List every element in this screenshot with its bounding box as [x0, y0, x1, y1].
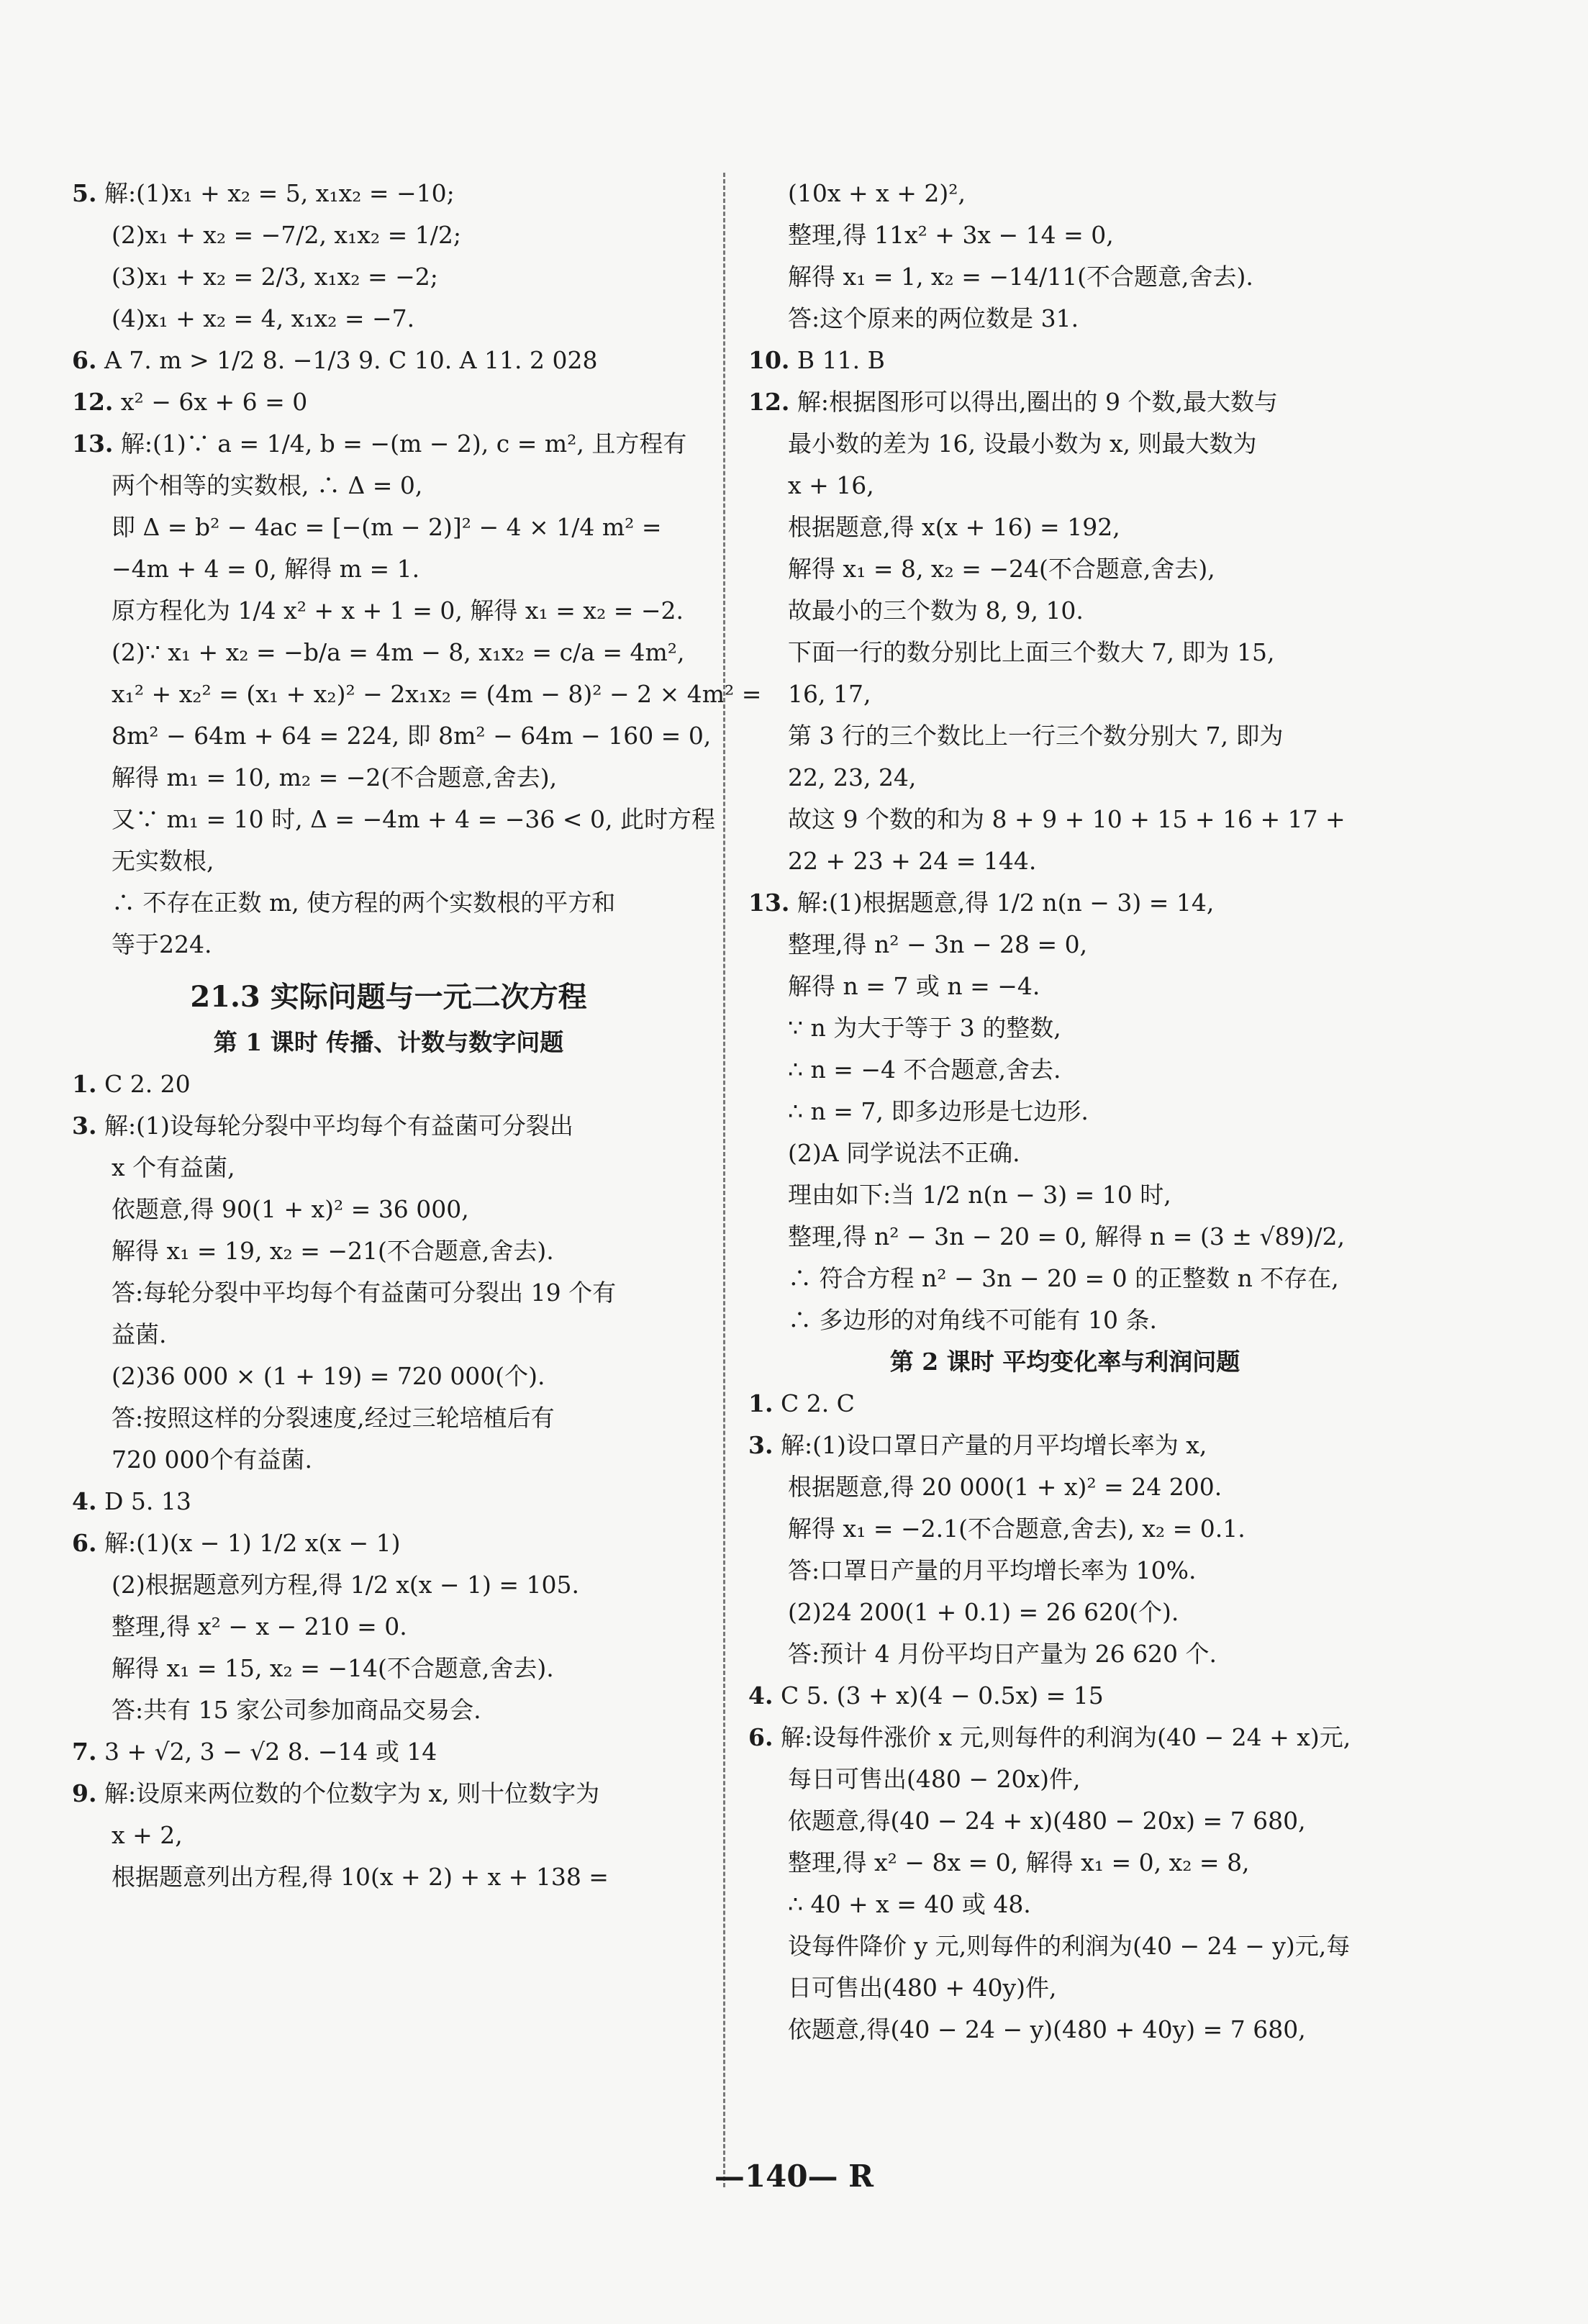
question-number: 7.	[72, 1738, 97, 1766]
answer-text: 解:(1)设口罩日产量的月平均增长率为 x,	[780, 1431, 1207, 1459]
answer-text: (2)∵ x₁ + x₂ = −b/a = 4m − 8, x₁x₂ = c/a = 4m²,	[112, 638, 685, 666]
answer-line	[72, 1606, 705, 1648]
answer-line	[748, 1800, 1381, 1842]
answer-text: 故这 9 个数的和为 8 + 9 + 10 + 15 + 16 + 17 +	[788, 805, 1346, 833]
answer-text: B 11. B	[797, 346, 885, 374]
answer-text: 解得 n = 7 或 n = −4.	[788, 972, 1040, 1000]
answer-line	[748, 381, 1381, 423]
question-number: 4.	[72, 1487, 97, 1515]
answer-text: 解得 x₁ = 8, x₂ = −24(不合题意,舍去),	[788, 555, 1215, 583]
question-number: 13.	[72, 430, 114, 458]
answer-line	[748, 173, 1381, 214]
answer-text: 依题意,得 90(1 + x)² = 36 000,	[112, 1195, 469, 1223]
answer-text: 原方程化为 1/4 x² + x + 1 = 0, 解得 x₁ = x₂ = −2.	[112, 596, 684, 625]
question-number: 6.	[72, 1529, 97, 1557]
answer-line	[748, 1967, 1381, 2009]
answer-text: 依题意,得(40 − 24 − y)(480 + 40y) = 7 680,	[788, 2015, 1306, 2043]
answer-text: 解:(1)设每轮分裂中平均每个有益菌可分裂出	[104, 1112, 573, 1140]
answer-text: 无实数根,	[112, 847, 214, 875]
answer-line	[748, 1091, 1381, 1133]
question-number: 3.	[72, 1112, 97, 1140]
answer-text: ∴ 符合方程 n² − 3n − 20 = 0 的正整数 n 不存在,	[788, 1264, 1339, 1292]
answer-text: 等于224.	[112, 930, 212, 958]
answer-text: 3 + √2, 3 − √2 8. −14 或 14	[104, 1738, 437, 1766]
answer-line	[72, 1272, 705, 1314]
answer-line	[72, 423, 705, 465]
answer-text: A 7. m > 1/2 8. −1/3 9. C 10. A 11. 2 028	[104, 346, 598, 374]
answer-line	[748, 507, 1381, 548]
answer-line	[72, 590, 705, 632]
lesson2-title: 第 2 课时 平均变化率与利润问题	[889, 1348, 1240, 1376]
answer-line	[748, 548, 1381, 590]
answer-text: (2)A 同学说法不正确.	[788, 1139, 1020, 1167]
answer-text: 解:根据图形可以得出,圈出的 9 个数,最大数与	[797, 388, 1278, 416]
answer-line	[748, 1550, 1381, 1592]
answer-text: 解:(1)∵ a = 1/4, b = −(m − 2), c = m², 且方程有	[120, 430, 687, 458]
answer-text: 第 3 行的三个数比上一行三个数分别大 7, 即为	[788, 722, 1284, 750]
answer-line	[72, 214, 705, 256]
answer-text: 根据题意,得 20 000(1 + x)² = 24 200.	[788, 1473, 1222, 1501]
answer-line	[748, 715, 1381, 757]
answer-text: ∴ 不存在正数 m, 使方程的两个实数根的平方和	[112, 889, 616, 917]
answer-text: 解得 x₁ = 19, x₂ = −21(不合题意,舍去).	[112, 1237, 554, 1265]
answer-line	[748, 1884, 1381, 1925]
right-lines	[748, 173, 1381, 1341]
answer-line	[72, 1189, 705, 1230]
answer-line	[72, 1063, 705, 1105]
answer-text: 答:每轮分裂中平均每个有益菌可分裂出 19 个有	[112, 1279, 617, 1307]
answer-text: 答:预计 4 月份平均日产量为 26 620 个.	[788, 1640, 1217, 1668]
answer-line	[72, 1564, 705, 1606]
answer-line	[72, 924, 705, 966]
answer-line	[748, 966, 1381, 1007]
answer-line	[748, 632, 1381, 673]
answer-text: x + 2,	[112, 1821, 183, 1849]
answer-line	[72, 1773, 705, 1815]
answer-line	[72, 1522, 705, 1564]
answer-text: 解得 x₁ = −2.1(不合题意,舍去), x₂ = 0.1.	[788, 1515, 1246, 1543]
answer-line	[72, 1230, 705, 1272]
left-lines	[72, 173, 762, 966]
answer-text: 根据题意列出方程,得 10(x + 2) + x + 138 =	[112, 1863, 609, 1891]
answer-line	[748, 757, 1381, 799]
answer-text: x 个有益菌,	[112, 1153, 235, 1181]
answer-text: (10x + x + 2)²,	[788, 179, 966, 207]
answer-text: 解:(1)x₁ + x₂ = 5, x₁x₂ = −10;	[104, 179, 455, 207]
answer-text: 依题意,得(40 − 24 + x)(480 − 20x) = 7 680,	[788, 1807, 1306, 1835]
answer-line	[748, 1383, 1381, 1425]
answer-line	[72, 673, 762, 715]
left-column	[72, 173, 762, 1898]
question-number: 1.	[72, 1070, 97, 1098]
answer-text: ∴ 多边形的对角线不可能有 10 条.	[788, 1306, 1157, 1334]
answer-line	[748, 590, 1381, 632]
answer-text: 理由如下:当 1/2 n(n − 3) = 10 时,	[788, 1181, 1171, 1209]
answer-text: 解得 m₁ = 10, m₂ = −2(不合题意,舍去),	[112, 763, 558, 791]
answer-line	[748, 2009, 1381, 2051]
question-number: 9.	[72, 1779, 97, 1807]
question-number: 5.	[72, 179, 97, 207]
answer-line	[748, 1007, 1381, 1049]
answer-line	[72, 1481, 705, 1522]
answer-text: 解:(1)(x − 1) 1/2 x(x − 1)	[104, 1529, 401, 1557]
answer-line	[72, 256, 705, 298]
answer-text: 整理,得 n² − 3n − 20 = 0, 解得 n = (3 ± √89)/2,	[788, 1222, 1345, 1250]
answer-line	[72, 381, 705, 423]
answer-line	[748, 799, 1381, 840]
answer-text: C 2. C	[780, 1389, 855, 1417]
question-number: 12.	[748, 388, 790, 416]
answer-line	[72, 882, 705, 924]
answer-text: ∴ n = 7, 即多边形是七边形.	[788, 1097, 1089, 1125]
question-number: 6.	[72, 346, 97, 374]
answer-line	[72, 1356, 705, 1397]
answer-text: 解得 x₁ = 1, x₂ = −14/11(不合题意,舍去).	[788, 263, 1253, 291]
page-footer: —140— R	[714, 2159, 874, 2194]
question-number: 10.	[748, 346, 790, 374]
question-number: 12.	[72, 388, 114, 416]
answer-text: ∴ n = −4 不合题意,舍去.	[788, 1056, 1061, 1084]
answer-line	[748, 840, 1381, 882]
answer-text: C 5. (3 + x)(4 − 0.5x) = 15	[780, 1681, 1104, 1710]
answer-line	[72, 632, 705, 673]
answer-text: 整理,得 x² − 8x = 0, 解得 x₁ = 0, x₂ = 8,	[788, 1848, 1250, 1876]
answer-text: x² − 6x + 6 = 0	[120, 388, 308, 416]
answer-text: 解:设每件涨价 x 元,则每件的利润为(40 − 24 + x)元,	[780, 1723, 1351, 1751]
answer-text: (2)x₁ + x₂ = −7/2, x₁x₂ = 1/2;	[112, 221, 461, 249]
answer-line	[748, 214, 1381, 256]
answer-line	[72, 840, 705, 882]
answer-text: 解:(1)根据题意,得 1/2 n(n − 3) = 14,	[797, 889, 1215, 917]
answer-line	[748, 298, 1381, 340]
answer-line	[72, 1147, 705, 1189]
answer-line	[72, 715, 712, 757]
answer-line	[748, 1466, 1381, 1508]
answer-line	[748, 423, 1381, 465]
answer-line	[72, 1439, 705, 1481]
question-number: 4.	[748, 1681, 773, 1710]
answer-text: 答:共有 15 家公司参加商品交易会.	[112, 1696, 481, 1724]
answer-line	[72, 548, 705, 590]
answer-line	[72, 340, 705, 381]
answer-text: ∴ 40 + x = 40 或 48.	[788, 1890, 1031, 1918]
answer-text: 22 + 23 + 24 = 144.	[788, 847, 1037, 875]
question-number: 6.	[748, 1723, 773, 1751]
answer-text: 设每件降价 y 元,则每件的利润为(40 − 24 − y)元,每	[788, 1932, 1351, 1960]
answer-line	[72, 298, 705, 340]
answer-text: (2)根据题意列方程,得 1/2 x(x − 1) = 105.	[112, 1571, 580, 1599]
answer-line	[748, 340, 1381, 381]
answer-line	[748, 1758, 1381, 1800]
answer-line	[748, 882, 1381, 924]
answer-line	[72, 757, 705, 799]
answer-text: 答:这个原来的两位数是 31.	[788, 304, 1079, 332]
answer-text: 益菌.	[112, 1320, 167, 1348]
answer-line	[748, 1842, 1381, 1884]
answer-line	[748, 1675, 1381, 1717]
answer-text: 故最小的三个数为 8, 9, 10.	[788, 596, 1084, 625]
answer-text: x₁² + x₂² = (x₁ + x₂)² − 2x₁x₂ = (4m − 8)² − 2 × 4m² =	[112, 680, 762, 708]
answer-text: 最小数的差为 16, 设最小数为 x, 则最大数为	[788, 430, 1257, 458]
answer-line	[72, 1397, 705, 1439]
column-divider	[723, 173, 725, 2187]
answer-line	[748, 1049, 1381, 1091]
answer-line	[72, 507, 705, 548]
answer-line	[748, 256, 1381, 298]
question-number: 13.	[748, 889, 790, 917]
answer-line	[748, 1592, 1381, 1633]
answer-text: x + 16,	[788, 471, 874, 499]
answer-line	[748, 1508, 1381, 1550]
answer-text: 答:按照这样的分裂速度,经过三轮培植后有	[112, 1404, 555, 1432]
answer-text: 答:口罩日产量的月平均增长率为 10%.	[788, 1556, 1197, 1584]
answer-text: 720 000个有益菌.	[112, 1445, 312, 1474]
lesson1-title: 第 1 课时 传播、计数与数字问题	[213, 1028, 564, 1056]
answer-line	[748, 1717, 1381, 1758]
answer-text: 根据题意,得 x(x + 16) = 192,	[788, 513, 1120, 541]
answer-text: ∵ n 为大于等于 3 的整数,	[788, 1014, 1061, 1042]
answer-text: 16, 17,	[788, 680, 871, 708]
answer-text: 下面一行的数分别比上面三个数大 7, 即为 15,	[788, 638, 1275, 666]
answer-line	[72, 1105, 705, 1147]
answer-text: 整理,得 11x² + 3x − 14 = 0,	[788, 221, 1114, 249]
left2-lines	[72, 1063, 705, 1898]
answer-line	[748, 1925, 1381, 1967]
answer-line	[72, 1689, 705, 1731]
answer-line	[72, 1815, 705, 1856]
answer-line	[72, 1731, 705, 1773]
answer-text: 解得 x₁ = 15, x₂ = −14(不合题意,舍去).	[112, 1654, 554, 1682]
answer-text: 每日可售出(480 − 20x)件,	[788, 1765, 1081, 1793]
answer-line	[748, 1258, 1381, 1299]
answer-line	[72, 1856, 705, 1898]
answer-text: 22, 23, 24,	[788, 763, 917, 791]
section-title: 21.3 实际问题与一元二次方程	[190, 980, 587, 1014]
answer-line	[748, 1133, 1381, 1174]
answer-line	[72, 465, 705, 507]
answer-text: D 5. 13	[104, 1487, 191, 1515]
answer-line	[72, 1314, 705, 1356]
answer-text: (3)x₁ + x₂ = 2/3, x₁x₂ = −2;	[112, 263, 438, 291]
answer-text: 日可售出(480 + 40y)件,	[788, 1974, 1057, 2002]
answer-line	[748, 1216, 1381, 1258]
answer-line	[748, 1633, 1381, 1675]
question-number: 3.	[748, 1431, 773, 1459]
answer-text: (2)36 000 × (1 + 19) = 720 000(个).	[112, 1362, 545, 1390]
answer-text: 两个相等的实数根, ∴ Δ = 0,	[112, 471, 423, 499]
answer-line	[748, 924, 1381, 966]
answer-line	[748, 673, 1381, 715]
answer-text: 解:设原来两位数的个位数字为 x, 则十位数字为	[104, 1779, 600, 1807]
answer-line	[748, 465, 1381, 507]
answer-line	[748, 1299, 1381, 1341]
answer-text: (4)x₁ + x₂ = 4, x₁x₂ = −7.	[112, 304, 415, 332]
answer-text: C 2. 20	[104, 1070, 191, 1098]
answer-text: 又∵ m₁ = 10 时, Δ = −4m + 4 = −36 < 0, 此时方程	[112, 805, 716, 833]
answer-text: 8m² − 64m + 64 = 224, 即 8m² − 64m − 160 = 0,	[112, 722, 712, 750]
answer-line	[748, 1174, 1381, 1216]
answer-text: −4m + 4 = 0, 解得 m = 1.	[112, 555, 420, 583]
answer-line	[72, 173, 705, 214]
answer-text: 整理,得 n² − 3n − 28 = 0,	[788, 930, 1088, 958]
answer-line	[72, 1648, 705, 1689]
answer-text: (2)24 200(1 + 0.1) = 26 620(个).	[788, 1598, 1179, 1626]
answer-line	[72, 799, 716, 840]
answer-text: 即 Δ = b² − 4ac = [−(m − 2)]² − 4 × 1/4 m² =	[112, 513, 662, 541]
answer-line	[748, 1425, 1381, 1466]
question-number: 1.	[748, 1389, 773, 1417]
right-column	[748, 173, 1381, 2051]
right2-lines	[748, 1383, 1381, 2051]
answer-text: 整理,得 x² − x − 210 = 0.	[112, 1612, 407, 1640]
